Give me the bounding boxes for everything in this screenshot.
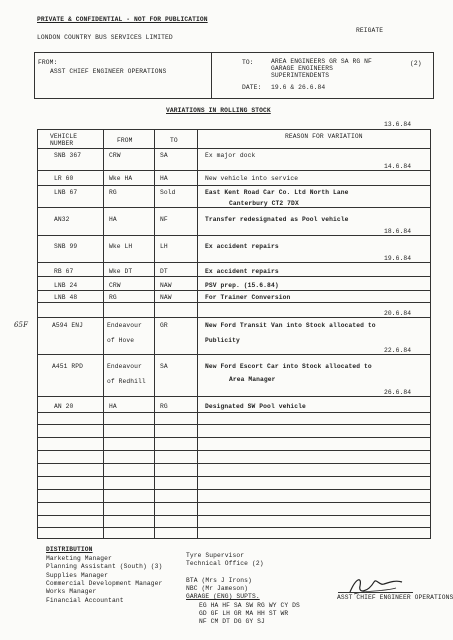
table-cell-vehicle: AN32 (54, 216, 70, 223)
distribution-item: NBC (Mr Jameson) (186, 585, 249, 592)
table-cell-vehicle: A451 RPD (52, 363, 84, 370)
table-cell-to: NF (160, 216, 168, 223)
table-cell-reason: New Ford Transit Van into Stock allocated to (205, 322, 376, 329)
table-cell-reason: New Ford Escort Car into Stock allocated to (205, 363, 372, 370)
table-cell-reason: Publicity (205, 337, 240, 344)
table-cell-reason: For Trainer Conversion (205, 294, 291, 301)
table-cell-vehicle: AN 20 (54, 403, 74, 410)
table-cell-from: HA (109, 403, 117, 410)
distribution-item: EG HA HF SA SW RG WY CY DS (199, 602, 300, 609)
distribution-heading: DISTRIBUTION (46, 546, 93, 553)
table-cell-to: HA (160, 175, 168, 182)
date-value: 19.6 & 26.6.84 (271, 84, 326, 91)
table-cell-from: HA (109, 216, 117, 223)
table-cell-from: RG (109, 294, 117, 301)
date-label: DATE: (242, 84, 262, 91)
table-cell-to: SA (160, 152, 168, 159)
memo-box (34, 52, 434, 99)
margin-note: 65F (14, 321, 29, 329)
header-vehicle: VEHICLE NUMBER (50, 133, 78, 147)
table-cell-to: RG (160, 403, 168, 410)
header-reason: REASON FOR VARIATION (285, 133, 363, 140)
table-cell-vehicle: LNB 24 (54, 282, 78, 289)
signature-line (338, 592, 413, 593)
table-cell-vehicle: LR 60 (54, 175, 74, 182)
distribution-item: GARAGE (ENG) SUPTS. (186, 593, 260, 600)
distribution-item: Works Manager (46, 588, 97, 595)
table-cell-from: of Redhill (107, 378, 146, 385)
distribution-item: Planning Assistant (South) (3) (46, 563, 163, 570)
date-stamp: 14.6.84 (384, 163, 412, 170)
distribution-item: Supplies Manager (46, 572, 109, 579)
table-cell-vehicle: A594 ENJ (52, 322, 84, 329)
page-ref: (2) (410, 60, 422, 67)
table-cell-vehicle: RB 67 (54, 268, 74, 275)
memo-divider (211, 52, 212, 98)
table-cell-reason: Area Manager (229, 376, 276, 383)
table-cell-to: NAW (160, 282, 172, 289)
table-cell-reason: PSV prep. (15.6.84) (205, 282, 279, 289)
signature-title: ASST CHIEF ENGINEER OPERATIONS (337, 594, 453, 601)
distribution-item: NF CM DT DG GY SJ (199, 618, 265, 625)
from-value: ASST CHIEF ENGINEER OPERATIONS (50, 68, 167, 75)
table-cell-from: of Hove (107, 337, 135, 344)
table-cell-vehicle: SNB 99 (54, 243, 78, 250)
distribution-item: Technical Office (2) (186, 560, 264, 567)
header-divider (37, 148, 430, 149)
company-name: LONDON COUNTRY BUS SERVICES LIMITED (37, 34, 173, 41)
confidential-heading: PRIVATE & CONFIDENTIAL - NOT FOR PUBLICATION (37, 16, 208, 23)
date-stamp: 19.6.84 (384, 255, 412, 262)
table-cell-from: Endeavour (107, 363, 142, 370)
table-cell-reason: New vehicle into service (205, 175, 299, 182)
table-cell-from: Wke DT (109, 268, 133, 275)
table-cell-from: Wke HA (109, 175, 133, 182)
table-cell-reason: East Kent Road Car Co. Ltd North Lane (205, 189, 349, 196)
to-line-2: GARAGE ENGINEERS (271, 65, 334, 72)
to-label: TO: (242, 59, 254, 66)
distribution-item: Financial Accountant (46, 597, 124, 604)
distribution-item: Commercial Development Manager (46, 580, 163, 587)
header-to: TO (170, 137, 178, 144)
table-cell-from: CRW (109, 152, 121, 159)
date-stamp: 22.6.84 (384, 347, 412, 354)
table-cell-to: NAW (160, 294, 172, 301)
table-cell-to: GR (160, 322, 168, 329)
table-cell-reason: Ex accident repairs (205, 268, 279, 275)
table-cell-from: Wke LH (109, 243, 133, 250)
table-cell-reason: Designated SW Pool vehicle (205, 403, 306, 410)
distribution-item: Marketing Manager (46, 555, 112, 562)
date-stamp: 26.6.84 (384, 389, 412, 396)
distribution-item: Tyre Supervisor (186, 552, 245, 559)
table-cell-to: Sold (160, 189, 176, 196)
table-cell-reason: Ex major dock (205, 152, 256, 159)
table-cell-vehicle: SNB 367 (54, 152, 82, 159)
document-title: VARIATIONS IN ROLLING STOCK (166, 107, 271, 114)
distribution-item: GD GF LH GR MA HH ST WR (199, 610, 289, 617)
table-cell-to: SA (160, 363, 168, 370)
from-label: FROM: (38, 59, 58, 66)
header-from: FROM (117, 137, 133, 144)
table-cell-reason: Ex accident repairs (205, 243, 279, 250)
date-stamp: 13.6.84 (384, 121, 412, 128)
table-cell-to: LH (160, 243, 168, 250)
date-stamp: 20.6.84 (384, 310, 412, 317)
table-cell-from: Endeavour (107, 322, 142, 329)
location-text: REIGATE (356, 27, 384, 34)
to-line-1: AREA ENGINEERS GR SA RG NF (271, 58, 372, 65)
table-cell-vehicle: LNB 67 (54, 189, 78, 196)
table-cell-reason: Canterbury CT2 7DX (229, 200, 299, 207)
table-cell-from: RG (109, 189, 117, 196)
table-cell-vehicle: LNB 48 (54, 294, 78, 301)
table-cell-reason: Transfer redesignated as Pool vehicle (205, 216, 349, 223)
date-stamp: 18.6.84 (384, 228, 412, 235)
distribution-item: BTA (Mrs J Irons) (186, 577, 252, 584)
table-cell-to: DT (160, 268, 168, 275)
table-cell-from: CRW (109, 282, 121, 289)
to-line-3: SUPERINTENDENTS (271, 72, 330, 79)
